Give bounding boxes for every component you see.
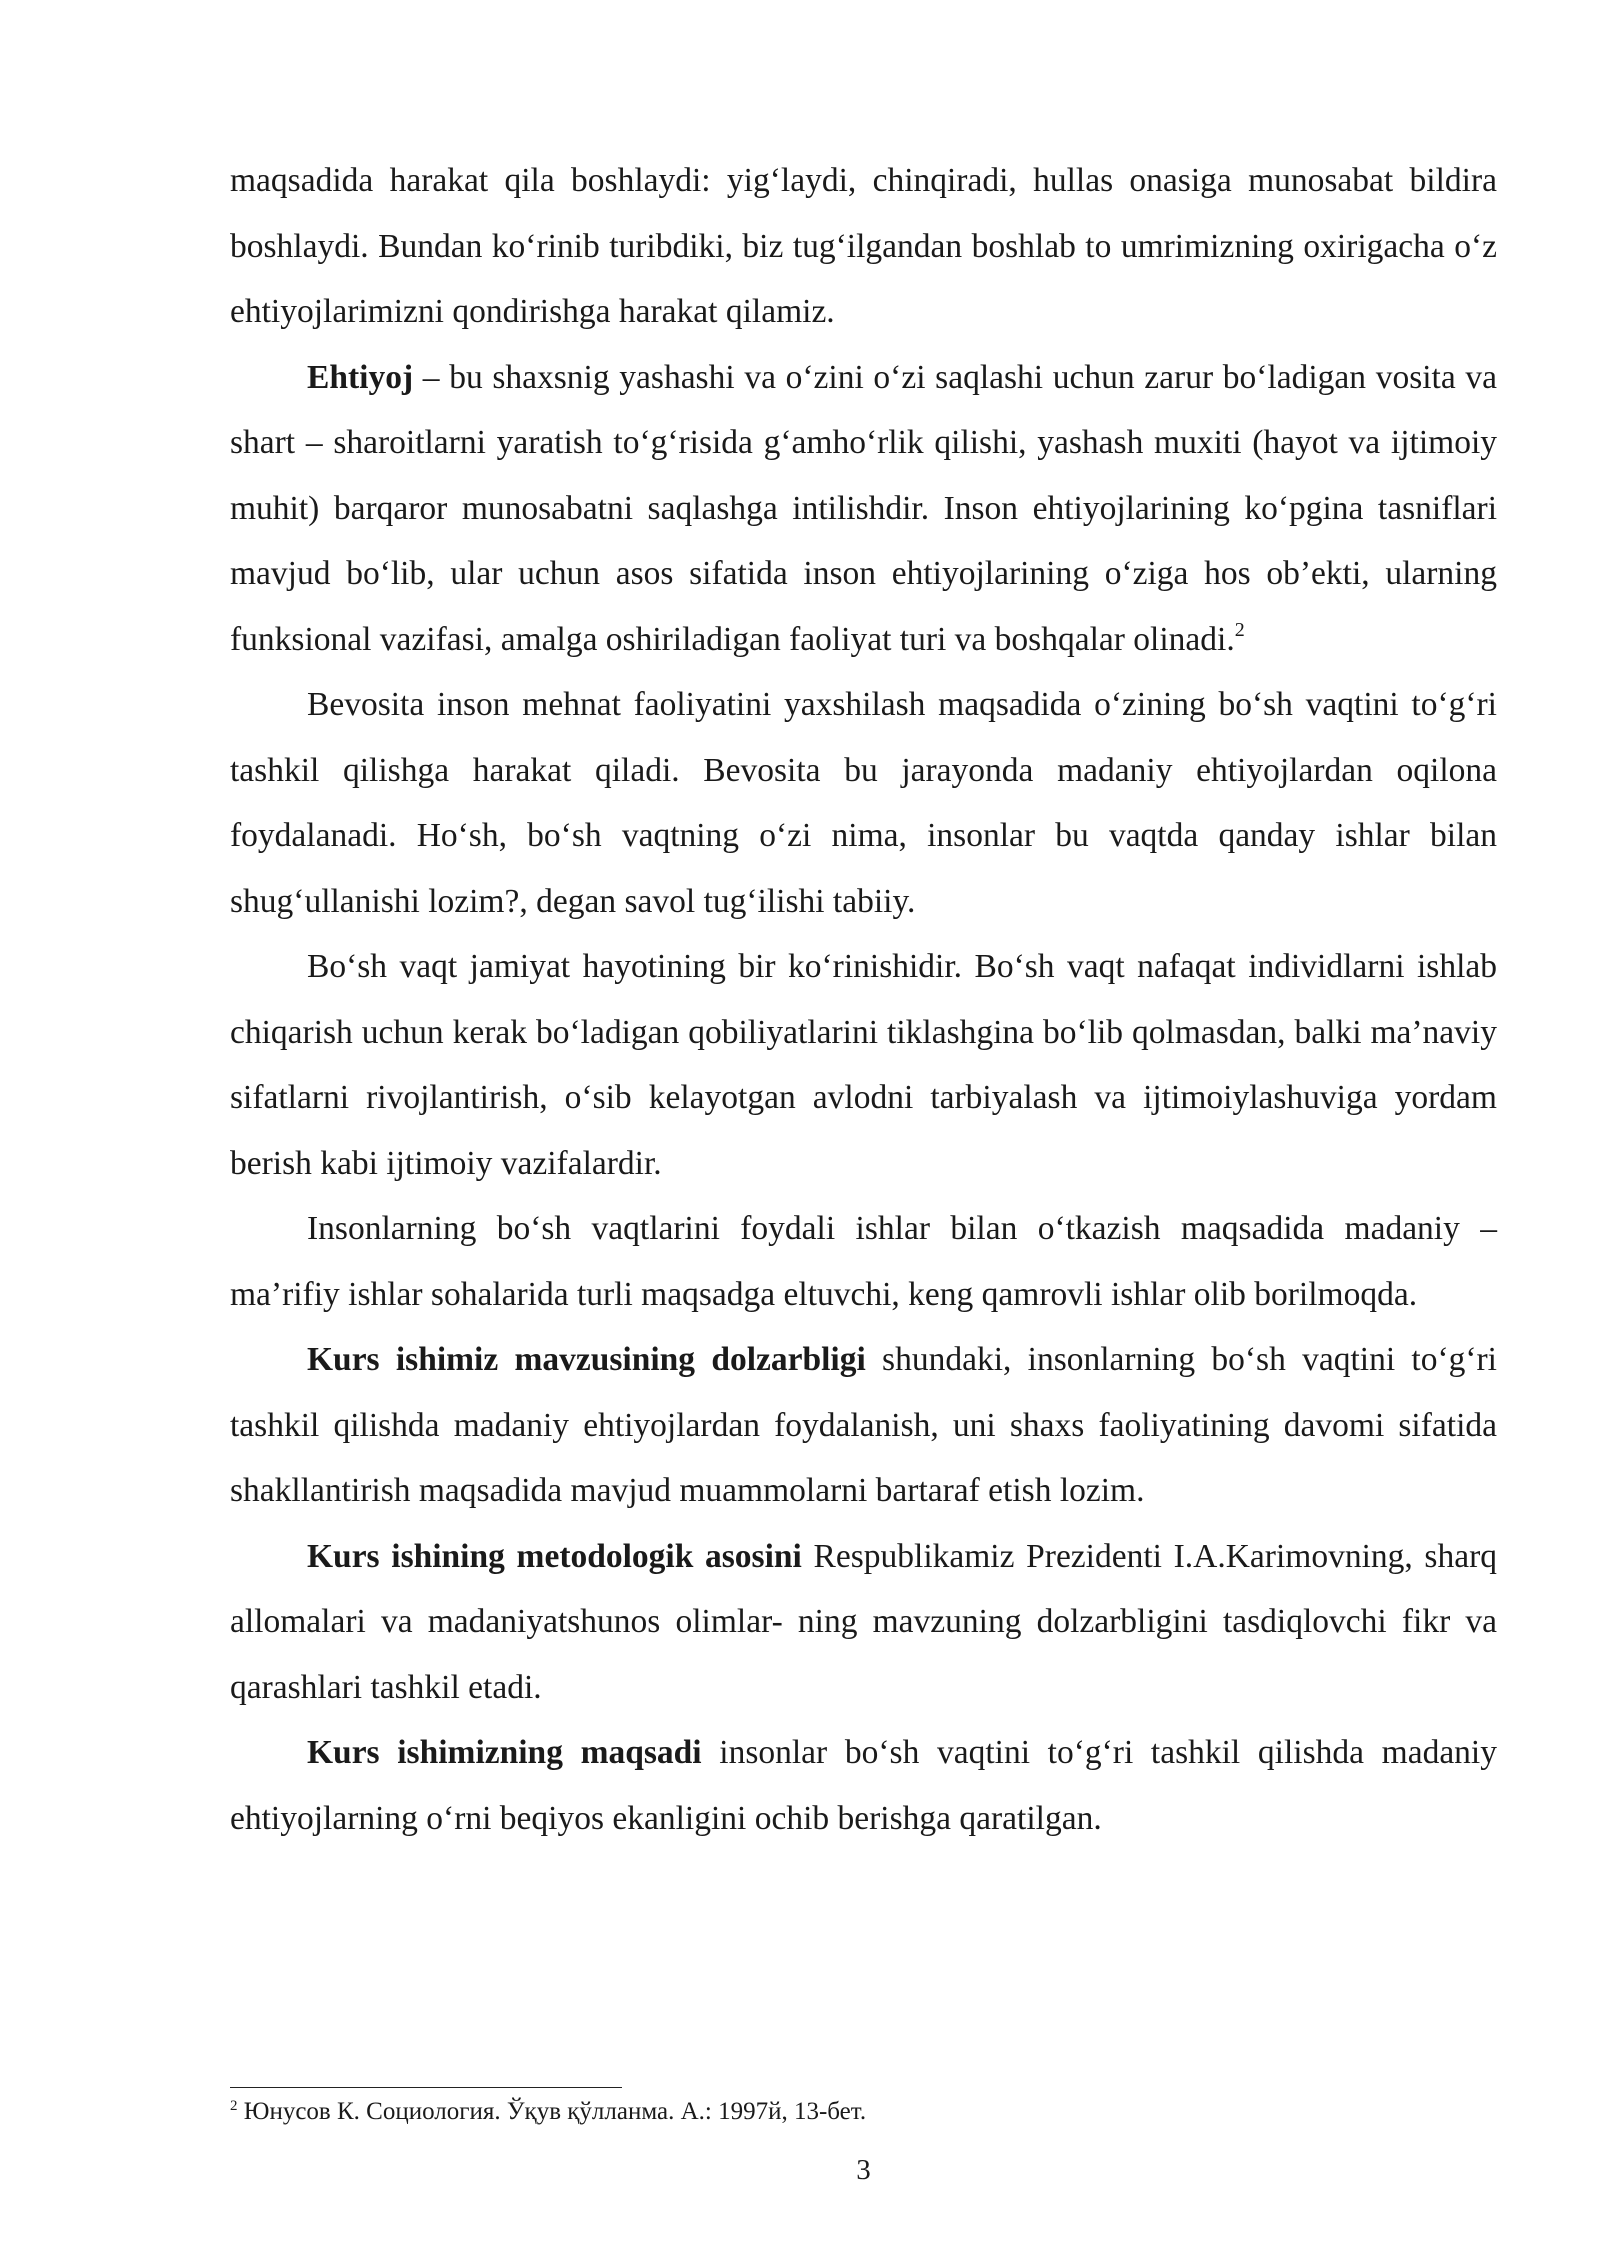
paragraph (230, 1196, 1497, 1327)
paragraph-text: Insonlarning bo‘sh vaqtlarini foydali ishlar bilan o‘tkazish maqsadida madaniy – ma’rifiy ishlar sohalarida turli maqsadga eltuvchi, keng qamrovli ishlar olib borilmoqda. (230, 1210, 1497, 1313)
paragraph-bold-lead: Ehtiyoj (307, 358, 414, 396)
footnote-separator (230, 2087, 622, 2088)
paragraph (230, 1524, 1497, 1721)
paragraph-text: Bo‘sh vaqt jamiyat hayotining bir ko‘rinishidir. Bo‘sh vaqt nafaqat individlarni ishlab chiqarish uchun kerak bo‘ladigan qobiliyatlarini tiklashgina bo‘lib qolmasdan, balki ma’naviy sifatlarni rivojlantirish, o‘sib kelayotgan avlodni tarbiyalash va ijtimoiylashuviga yordam berish kabi ijtimoiy vazifalardir. (230, 948, 1497, 1182)
paragraph (230, 1720, 1497, 1851)
paragraph (230, 1327, 1497, 1524)
paragraph-bold-lead: Kurs ishining metodologik asosini (307, 1537, 802, 1575)
footnote-reference[interactable]: 2 (1234, 618, 1245, 641)
footnote (230, 2096, 866, 2128)
footnote-text: Юнусов К. Социология. Ўқув қўлланма. А.: 1997й, 13-бет. (237, 2098, 867, 2125)
paragraph-text: shundaki, insonlarning bo‘sh vaqtini to‘g‘ri tashkil qilishda madaniy ehtiyojlardan foydalanish, uni shaxs faoliyatining davomi sifatida shakllantirish maqsadida mavjud muammolarni bartaraf etish lozim. (230, 1341, 1497, 1509)
paragraph-text: Bevosita inson mehnat faoliyatini yaxshilash maqsadida o‘zining bo‘sh vaqtini to‘g‘ri tashkil qilishga harakat qiladi. Bevosita bu jarayonda madaniy ehtiyojlardan oqilona foydalanadi. Ho‘sh, bo‘sh vaqtning o‘zi nima, insonlar bu vaqtda qanday ishlar bilan shug‘ullanishi lozim?, degan savol tug‘ilishi tabiiy. (230, 686, 1497, 920)
paragraph (230, 672, 1497, 934)
paragraph-text: – bu shaxsnig yashashi va o‘zini o‘zi saqlashi uchun zarur bo‘ladigan vosita va shart – sharoitlarni yaratish to‘g‘risida g‘amho‘rlik qilishi, yashash muxiti (hayot va ijtimoiy muhit) barqaror munosabatni saqlashga intilishdir. Inson ehtiyojlarining ko‘pgina tasniflari mavjud bo‘lib, ular uchun asos sifatida inson ehtiyojlarining o‘ziga hos ob’ekti, ularning funksional vazifasi, amalga oshiriladigan faoliyat turi va boshqalar olinadi. (230, 358, 1497, 658)
paragraph-bold-lead: Kurs ishimiz mavzusining dolzarbligi (307, 1341, 866, 1378)
paragraph (230, 148, 1497, 345)
document-body (230, 148, 1497, 1851)
paragraph-text: Respublikamiz Prezidenti I.A.Karimovning, sharq allomalari va madaniyatshunos olimlar- ning mavzuning dolzarbligini tasdiqlovchi fikr va qarashlari tashkil etadi. (230, 1537, 1497, 1706)
paragraph-text: insonlar bo‘sh vaqtini to‘g‘ri tashkil qilishda madaniy ehtiyojlarning o‘rni beqiyos ekanligini ochib berishga qaratilgan. (230, 1734, 1497, 1837)
paragraph-text: maqsadida harakat qila boshlaydi: yig‘laydi, chinqiradi, hullas onasiga munosabat bildira boshlaydi. Bundan ko‘rinib turibdiki, biz tug‘ilgandan boshlab to umrimizning oxirigacha o‘z ehtiyojlarimizni qondirishga harakat qilamiz. (230, 162, 1497, 330)
paragraph-bold-lead: Kurs ishimizning maqsadi (307, 1734, 702, 1771)
page-number: 3 (856, 2154, 871, 2186)
paragraph (230, 345, 1497, 673)
paragraph (230, 934, 1497, 1196)
footnote-marker: 2 (230, 2098, 238, 2114)
